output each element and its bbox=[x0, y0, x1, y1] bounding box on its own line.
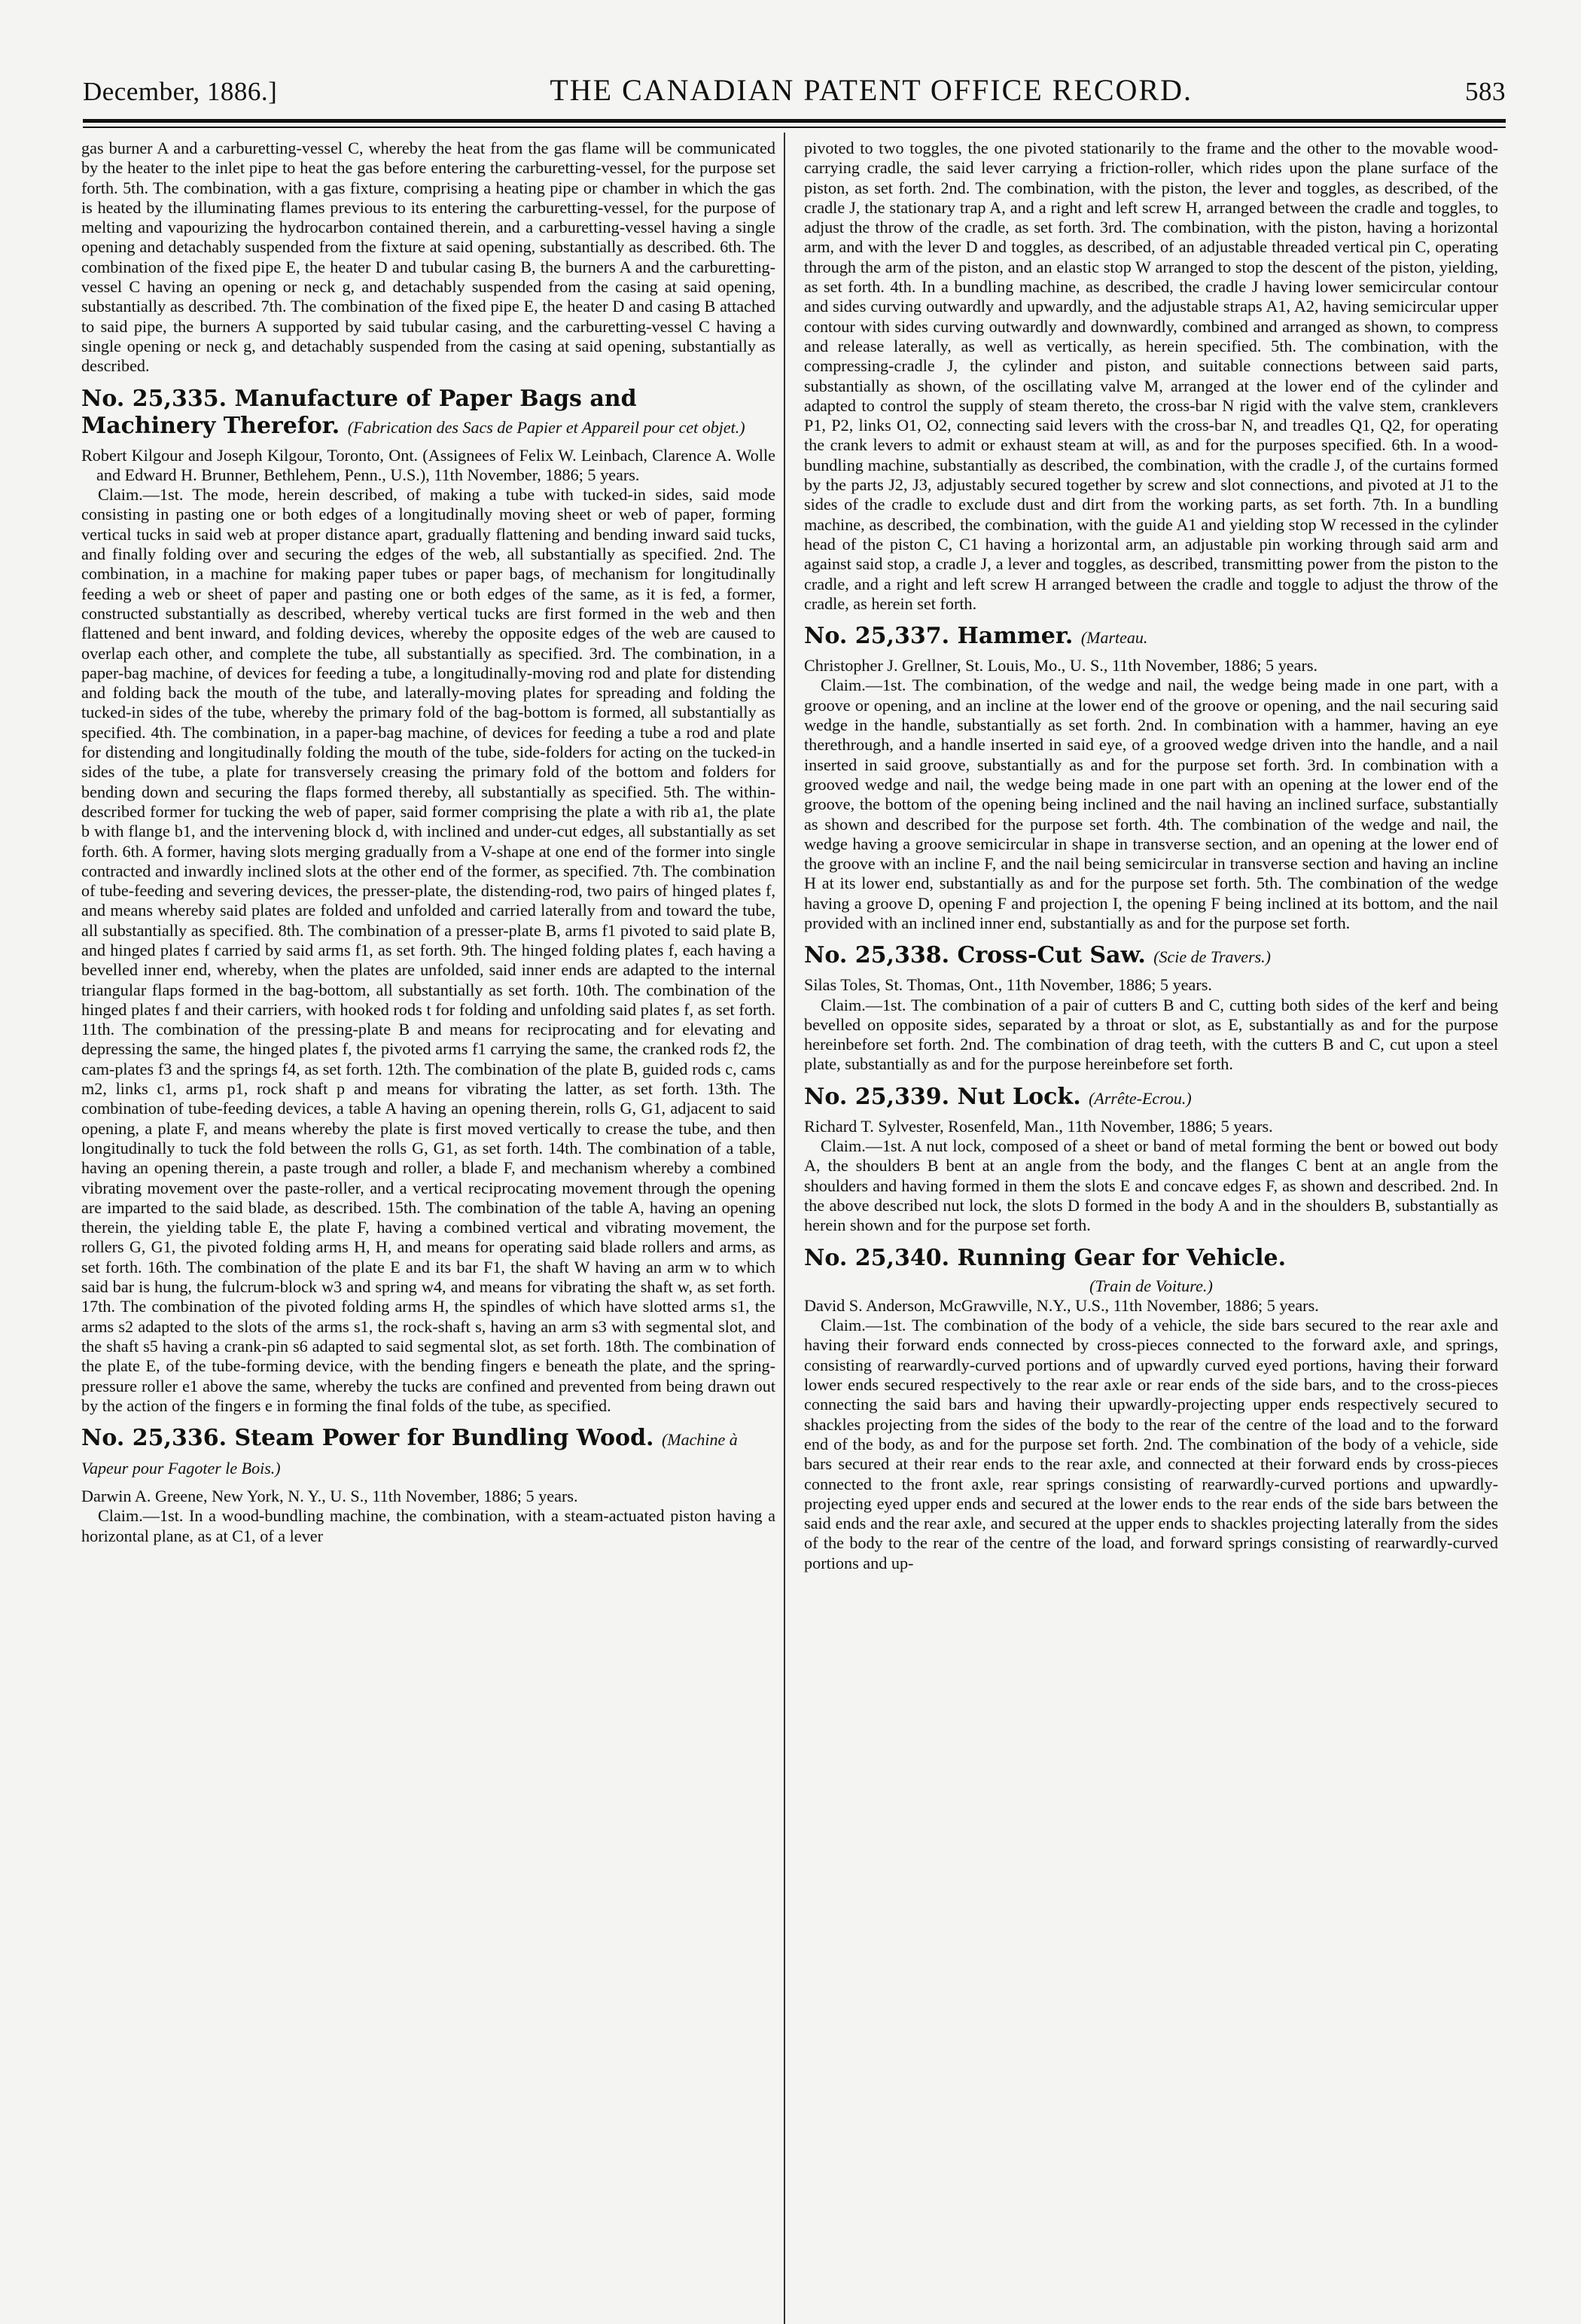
header-date: December, 1886.] bbox=[83, 77, 278, 106]
header-rule-thick bbox=[83, 119, 1506, 123]
patent-title-25340: No. 25,340. Running Gear for Vehicle. bbox=[804, 1244, 1287, 1271]
patent-french-title-25336: (Machine à Vapeur pour Fagoter le Bois.) bbox=[81, 1430, 738, 1478]
patent-claims-25339: Claim.—1st. A nut lock, composed of a sheet or band of metal forming the bent or bowed out body A, the shoulders B bent at an angle from the body, and the flanges C bent at an angle from the shoulders and having formed in them the slots E and concave edges F, as shown and described. 2nd. In the above described nut lock, the slots D formed in the body A and in the shoulders B, substantially as herein shown and for the purpose set forth. bbox=[804, 1136, 1498, 1235]
patent-title-25339: No. 25,339. Nut Lock. bbox=[804, 1083, 1081, 1110]
right-column bbox=[804, 139, 1498, 1573]
patent-title-25338: No. 25,338. Cross-Cut Saw. bbox=[804, 942, 1146, 969]
continued-claims-text: gas burner A and a carburetting-vessel C, whereby the heat from the gas flame will be communicated by the heater to the inlet pipe to heat the gas before entering the carburetting-vessel, for the purpose set forth. 5th. The combination, with a gas fixture, comprising a heating pipe or chamber in which the gas is heated by the illuminating flames previous to its entering the carburetting-vessel, for the purpose of melting and vapourizing the hydrocarbon contained therein, and a carburetting-vessel having a single opening and detachably suspended from the fixture at said opening, substantially as described. 6th. The combination of the fixed pipe E, the heater D and tubular casing B, the burners A and the carburetting-vessel C having an opening or neck g, and detachably suspended from the casing at said opening, substantially as described. 7th. The combination of the fixed pipe E, the heater D and casing B attached to said pipe, the burners A supported by said tubular casing, and the carburetting-vessel C having a single opening or neck g, and detachably suspended from the casing at said opening, substantially as described. bbox=[81, 139, 775, 376]
column-divider bbox=[784, 133, 785, 2324]
patent-title-25337: No. 25,337. Hammer. bbox=[804, 623, 1074, 650]
patent-title-25335: No. 25,335. Manufacture of Paper Bags and Machinery Therefor. bbox=[81, 385, 637, 439]
patent-title-25336: No. 25,336. Steam Power for Bundling Wood. bbox=[81, 1425, 654, 1452]
patent-claims-25338: Claim.—1st. The combination of a pair of cutters B and C, cutting both sides of the kerf and being bevelled on opposite sides, separated by a throat or slot, as E, substantially as and for the purpose hereinbefore set forth. 2nd. The combination of drag teeth, with the cutters B and C, cut upon a steel plate, substantially as and for the purpose hereinbefore set forth. bbox=[804, 995, 1498, 1074]
header-rule-thin bbox=[83, 127, 1506, 128]
patent-heading-25339 bbox=[804, 1084, 1498, 1112]
patent-french-title-25339: (Arrête-Ecrou.) bbox=[1089, 1088, 1192, 1108]
patent-french-title-25335: (Fabrication des Sacs de Papier et Appareil pour cet objet.) bbox=[347, 417, 745, 437]
patent-claims-25335: Claim.—1st. The mode, herein described, of making a tube with tucked-in sides, said mode consisting in pasting one or both edges of a longitudinally moving sheet or web of paper, forming vertical tucks in said web at proper distance apart, gradually flattening and bending inward said tucks, and finally folding over and securing the edges of the web, all substantially as specified. 2nd. The combination, in a machine for making paper tubes or paper bags, of mechanism for longitudinally feeding a web or sheet of paper and pasting one or both edges of the same, as it is fed, a former, constructed substantially as described, whereby vertical tucks are first formed in the web and then flattened and bent inward, and folding devices, whereby the opposite edges of the web are caused to overlap each other, and complete the tube, all substantially as specified. 3rd. The combination, in a paper-bag machine, of devices for feeding a tube, a longitudinally-moving rod and plate for distending and folding back the mouth of the tube, and laterally-moving plates for spreading and folding the tucked-in sides of the tube, whereby the primary fold of the bag-bottom is formed, all substantially as specified. 4th. The combination, in a paper-bag machine, of devices for feeding a tube a rod and plate for distending and longitudinally folding the mouth of the tube, side-folders for acting on the tucked-in sides of the tube, a plate for transversely creasing the primary fold of the bottom and folders for bending down and securing the flaps formed thereby, all substantially as specified. 5th. The within-described former for tucking the web of paper, said former comprising the plate a with rib a1, the plate b with flange b1, and the intervening block d, with inclined and under-cut edges, all substantially as set forth. 6th. A former, having slots merging gradually from a V-shape at one end of the former into single contracted and inwardly inclined slots at the other end of the former, as specified. 7th. The combination of tube-feeding and severing devices, the presser-plate, the distending-rod, two pairs of hinged plates f, and means whereby said plates are folded and unfolded and carried laterally from and toward the tube, all substantially as specified. 8th. The combination of a presser-plate B, arms f1 pivoted to said plate B, and hinged plates f carried by said arms f1, as set forth. 9th. The hinged folding plates f, each having a bevelled inner end, whereby, when the plates are unfolded, said inner ends are adapted to the internal triangular flaps formed in the bag-bottom, all substantially as set forth. 10th. The combination of the hinged plates f and their carriers, with hooked rods t for folding and unfolding said plates f, as set forth. 11th. The combination of the pressing-plate B and means for reciprocating and for elevating and depressing the same, the hinged plates f, the pivoted arms f1 carrying the same, the cranked rods f2, the cam-plates f3 and the springs f4, as set forth. 12th. The combination of the plate B, guided rods c, cams m2, links c1, arms p1, rock shaft p and means for vibrating the latter, as set forth. 13th. The combination of tube-feeding devices, a table A having an opening therein, rolls G, G1, adjacent to said opening, a plate F, and means whereby the plate is first moved vertically to crease the tube, and then longitudinally to tuck the fold between the rolls G, G1, as set forth. 14th. The combination of a table, having an opening therein, a paste trough and roller, a blade F, and mechanism whereby a combined vibrating movement over the paste-roller, and a vertical reciprocating movement through the opening are imparted to the said blade, as described. 15th. The combination of the table A, having an opening therein, the yielding table E, the plate F, having a combined vertical and vibrating movement, the rollers G, G1, the pivoted folding arms H, H, and means for operating said blade rollers and arms, as set forth. 16th. The combination of the plate E and its bar F1, the shaft W having an arm w to which said bar is hung, the fulcrum-block w3 and spring w4, and means for vibrating the shaft w, as set forth. 17th. The combination of the pivoted folding arms H, the spindles of which have slotted arms s1, the arms s2 adapted to the slots of the arms s1, the rock-shaft s, having an arm s3 with segmental slot, and the shaft s5 having a crank-pin s6 adapted to said segmental slot, as set forth. 18th. The combination of the plate E, of the tube-forming device, with the bending fingers e beneath the plate, and the spring-pressure roller e1 above the same, whereby the tucks are confined and prevented from being drawn out by the action of the fingers e in forming the final folds of the tube, as specified. bbox=[81, 485, 775, 1415]
left-column bbox=[81, 139, 775, 1546]
patent-french-title-25337: (Marteau. bbox=[1080, 628, 1148, 648]
patent-inventor-25337: Christopher J. Grellner, St. Louis, Mo., U. S., 11th November, 1886; 5 years. bbox=[804, 656, 1318, 676]
patent-inventor-25340: David S. Anderson, McGrawville, N.Y., U.S., 11th November, 1886; 5 years. bbox=[804, 1295, 1319, 1315]
patent-french-title-25340: (Train de Voiture.) bbox=[1089, 1276, 1213, 1295]
patent-inventor-25339: Richard T. Sylvester, Rosenfeld, Man., 11th November, 1886; 5 years. bbox=[804, 1116, 1273, 1136]
patent-heading-25337 bbox=[804, 623, 1498, 651]
patent-heading-25336 bbox=[81, 1425, 775, 1482]
patent-inventor-25338: Silas Toles, St. Thomas, Ont., 11th November, 1886; 5 years. bbox=[804, 975, 1212, 995]
page-number: 583 bbox=[1465, 77, 1506, 106]
patent-heading-25335 bbox=[81, 386, 775, 441]
patent-inventor-25336: Darwin A. Greene, New York, N. Y., U. S., 11th November, 1886; 5 years. bbox=[81, 1487, 578, 1506]
patent-french-title-25338: (Scie de Travers.) bbox=[1153, 947, 1272, 967]
patent-claims-25336: Claim.—1st. In a wood-bundling machine, the combination, with a steam-actuated piston having a horizontal plane, as at C1, of a lever bbox=[81, 1506, 775, 1545]
patent-claims-25337: Claim.—1st. The combination, of the wedge and nail, the wedge being made in one part, with a groove or opening, and an incline at the lower end of the groove or opening, and the nail securing said wedge in the handle, substantially as set forth. 2nd. In combination with a hammer, having an eye therethrough, and a handle inserted in said eye, of a grooved wedge driven into the handle, and a nail inserted in said groove, substantially as and for the purpose set forth. 3rd. In combination with a grooved wedge and nail, the wedge being made in one part with an opening at the lower end of the groove, the bottom of the opening being inclined and the nail having an inclined surface, substantially as shown and described for the purpose set forth. 4th. The combination of the wedge and nail, the wedge having a groove semicircular in shape in transverse section, and an opening at the lower end of the groove with an incline F, and the nail being semicircular in transverse section and having an incline H at its lower end, substantially as and for the purpose set forth. 5th. The combination of the wedge having a groove D, opening F and projection I, the opening F being inclined at its bottom, and the nail provided with an inclined inner end, substantially as and for the purpose set forth. bbox=[804, 676, 1498, 932]
continued-claims-text-right: pivoted to two toggles, the one pivoted stationarily to the frame and the other to the movable wood-carrying cradle, the said lever carrying a friction-roller, which rides upon the plane surface of the piston, as set forth. 2nd. The combination, with the piston, the lever and toggles, as described, of the cradle J, the stationary trap A, and a right and left screw H, arranged between the cradle and toggles, to adjust the throw of the cradle, as set forth. 3rd. The combination, with the piston, having a horizontal arm, and with the lever D and toggles, as described, of an adjustable threaded vertical pin C, operating through the arm of the piston, and an elastic stop W arranged to stop the descent of the piston, yielding, as set forth. 4th. In a bundling machine, as described, the cradle J having lower semicircular contour and sides curving outwardly and upwardly, and the adjustable straps A1, A2, having semicircular upper contour with sides curving outwardly and downwardly, combined and arranged as shown, to compress and release laterally, as well as vertically, as herein specified. 5th. The combination, with the compressing-cradle J, the cylinder and piston, and suitable connections between said parts, substantially as shown, of the oscillating valve M, arranged at the lower end of the cylinder and adapted to control the supply of steam thereto, the cross-bar N rigid with the valve stem, cranklevers P1, P2, links O1, O2, connecting said levers with the cross-bar N, and treadles Q1, Q2, for operating the crank levers to admit or exhaust steam at will, as and for the purposes specified. 6th. In a wood-bundling machine, substantially as described, the combination, with the cradle J, of the curtains formed by the parts J2, J3, adjustably secured together by screw and slot connections, and pivoted at J1 to the sides of the cradle to exclude dust and dirt from the working parts, as set forth. 7th. In a bundling machine, as described, the combination, with the guide A1 and yielding stop W recessed in the cylinder head of the piston C, C1 having a horizontal arm, an adjustable pin working through said arm and against said stop, a cradle J, a lever and toggles, as described, transmitting power from the piston to the cradle, and a right and left screw H arranged between the cradle and toggle to adjust the throw of the cradle, as herein set forth. bbox=[804, 139, 1498, 613]
running-header bbox=[83, 72, 1506, 110]
patent-heading-25338 bbox=[804, 942, 1498, 971]
patent-claims-25340: Claim.—1st. The combination of the body of a vehicle, the side bars secured to the rear axle and having their forward ends connected by cross-pieces connected to the forward axle, and springs, consisting of rearwardly-curved portions and of upwardly curved eyed portions, having their forward lower ends secured respectively to the rear axle or rear ends of the side bars, and to the cross-pieces connecting the said bars and having their upwardly-projecting upper ends respectively secured to shackles projecting from the sides of the body to the rear of the centre of the load and to the forward end of the body, as and for the purpose set forth. 2nd. The combination of the body of a vehicle, side bars secured at their rear ends to the rear axle, and connected at their forward ends by cross-pieces connected to the front axle, rear springs consisting of rearwardly-curved portions and upwardly-projecting eyed upper ends and secured at the lower ends to the rear ends of the side bars between the said ends and the rear axle, and secured at the upper ends to shackles projecting laterally from the sides of the body to the rear of the centre of the load, and forward springs consisting of rearwardly-curved portions and up- bbox=[804, 1316, 1498, 1572]
patent-inventor-25335: Robert Kilgour and Joseph Kilgour, Toronto, Ont. (Assignees of Felix W. Leinbach, Clarence A. Wolle and Edward H. Brunner, Bethlehem, Penn., U.S.), 11th November, 1886; 5 years. bbox=[81, 445, 775, 484]
journal-title: THE CANADIAN PATENT OFFICE RECORD. bbox=[550, 73, 1193, 107]
patent-heading-25340 bbox=[804, 1245, 1498, 1272]
